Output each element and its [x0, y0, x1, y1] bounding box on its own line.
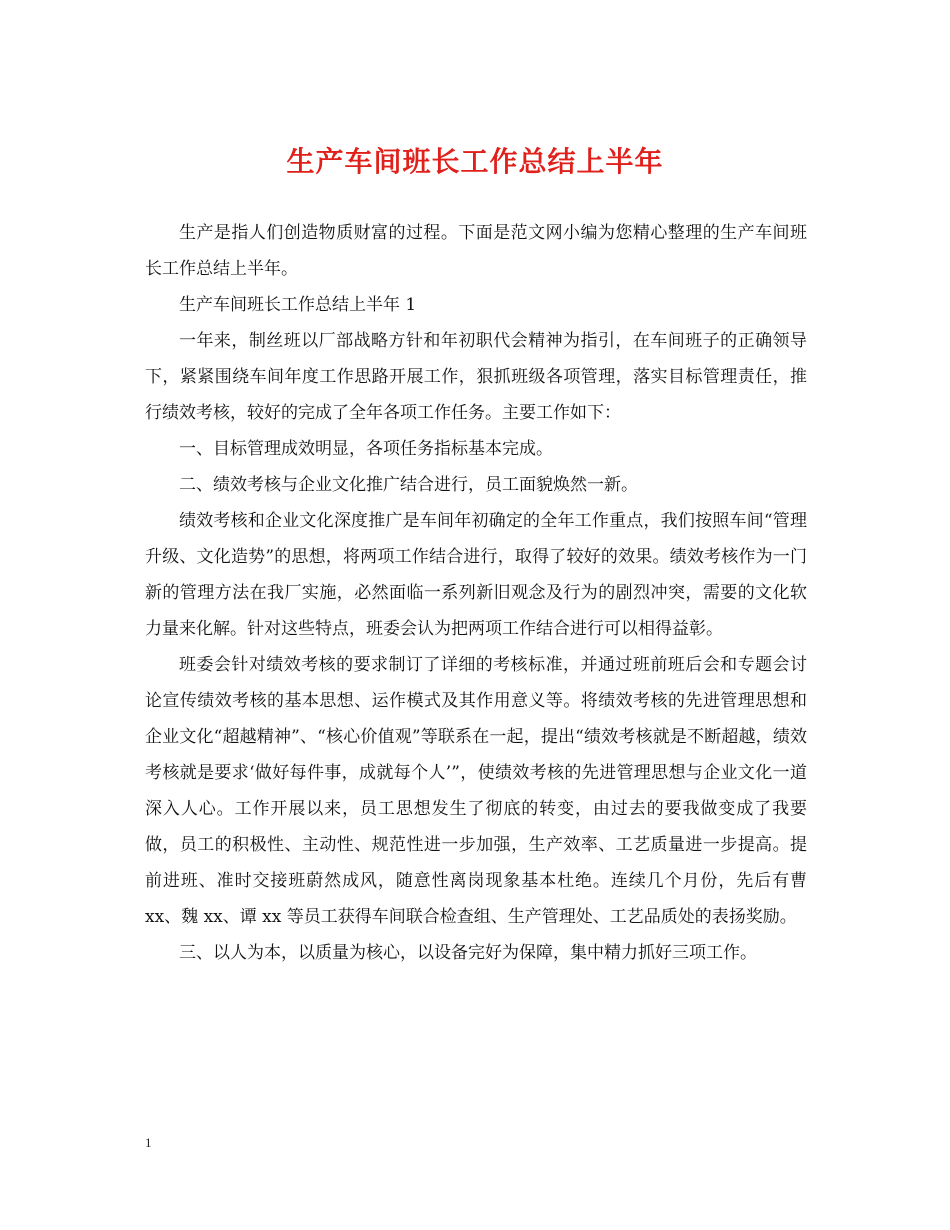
paragraph-performance: 绩效考核和企业文化深度推广是车间年初确定的全年工作重点，我们按照车间“管理升级、文化造势”的思想，将两项工作结合进行，取得了较好的效果。绩效考核作为一门新的管理方法在我厂实施，必然面临一系列新旧观念及行为的剧烈冲突，需要的文化软力量来化解。针对这些特点，班委会认为把两项工作结合进行可以相得益彰。 [145, 511, 807, 639]
paragraph-overview: 一年来，制丝班以厂部战略方针和年初职代会精神为指引，在车间班子的正确领导下，紧紧围绕车间年度工作思路开展工作，狠抓班级各项管理，落实目标管理责任，推行绩效考核，较好的完成了全年各项工作任务。主要工作如下： [145, 331, 807, 423]
page-number: 1 [145, 1135, 152, 1150]
point-one: 一、目标管理成效明显，各项任务指标基本完成。 [179, 439, 553, 459]
section-heading: 生产车间班长工作总结上半年 1 [179, 295, 417, 315]
paragraph-intro: 生产是指人们创造物质财富的过程。下面是范文网小编为您精心整理的生产车间班长工作总结上半年。 [145, 223, 807, 279]
point-three: 三、以人为本，以质量为核心，以设备完好为保障，集中精力抓好三项工作。 [179, 943, 757, 963]
document-body [145, 215, 807, 971]
point-two: 二、绩效考核与企业文化推广结合进行，员工面貌焕然一新。 [179, 475, 638, 495]
paragraph-committee: 班委会针对绩效考核的要求制订了详细的考核标准，并通过班前班后会和专题会讨论宣传绩效考核的基本思想、运作模式及其作用意义等。将绩效考核的先进管理思想和企业文化“超越精神”、“核心价值观”等联系在一起，提出“绩效考核就是不断超越，绩效考核就是要求‘做好每件事，成就每个人’”，使绩效考核的先进管理思想与企业文化一道深入人心。工作开展以来，员工思想发生了彻底的转变，由过去的要我做变成了我要做，员工的积极性、主动性、规范性进一步加强，生产效率、工艺质量进一步提高。提前进班、准时交接班蔚然成风，随意性离岗现象基本杜绝。连续几个月份，先后有曹 xx、魏 xx、谭 xx 等员工获得车间联合检查组、生产管理处、工艺品质处的表扬奖励。 [145, 655, 807, 927]
document-title: 生产车间班长工作总结上半年 [286, 145, 664, 178]
